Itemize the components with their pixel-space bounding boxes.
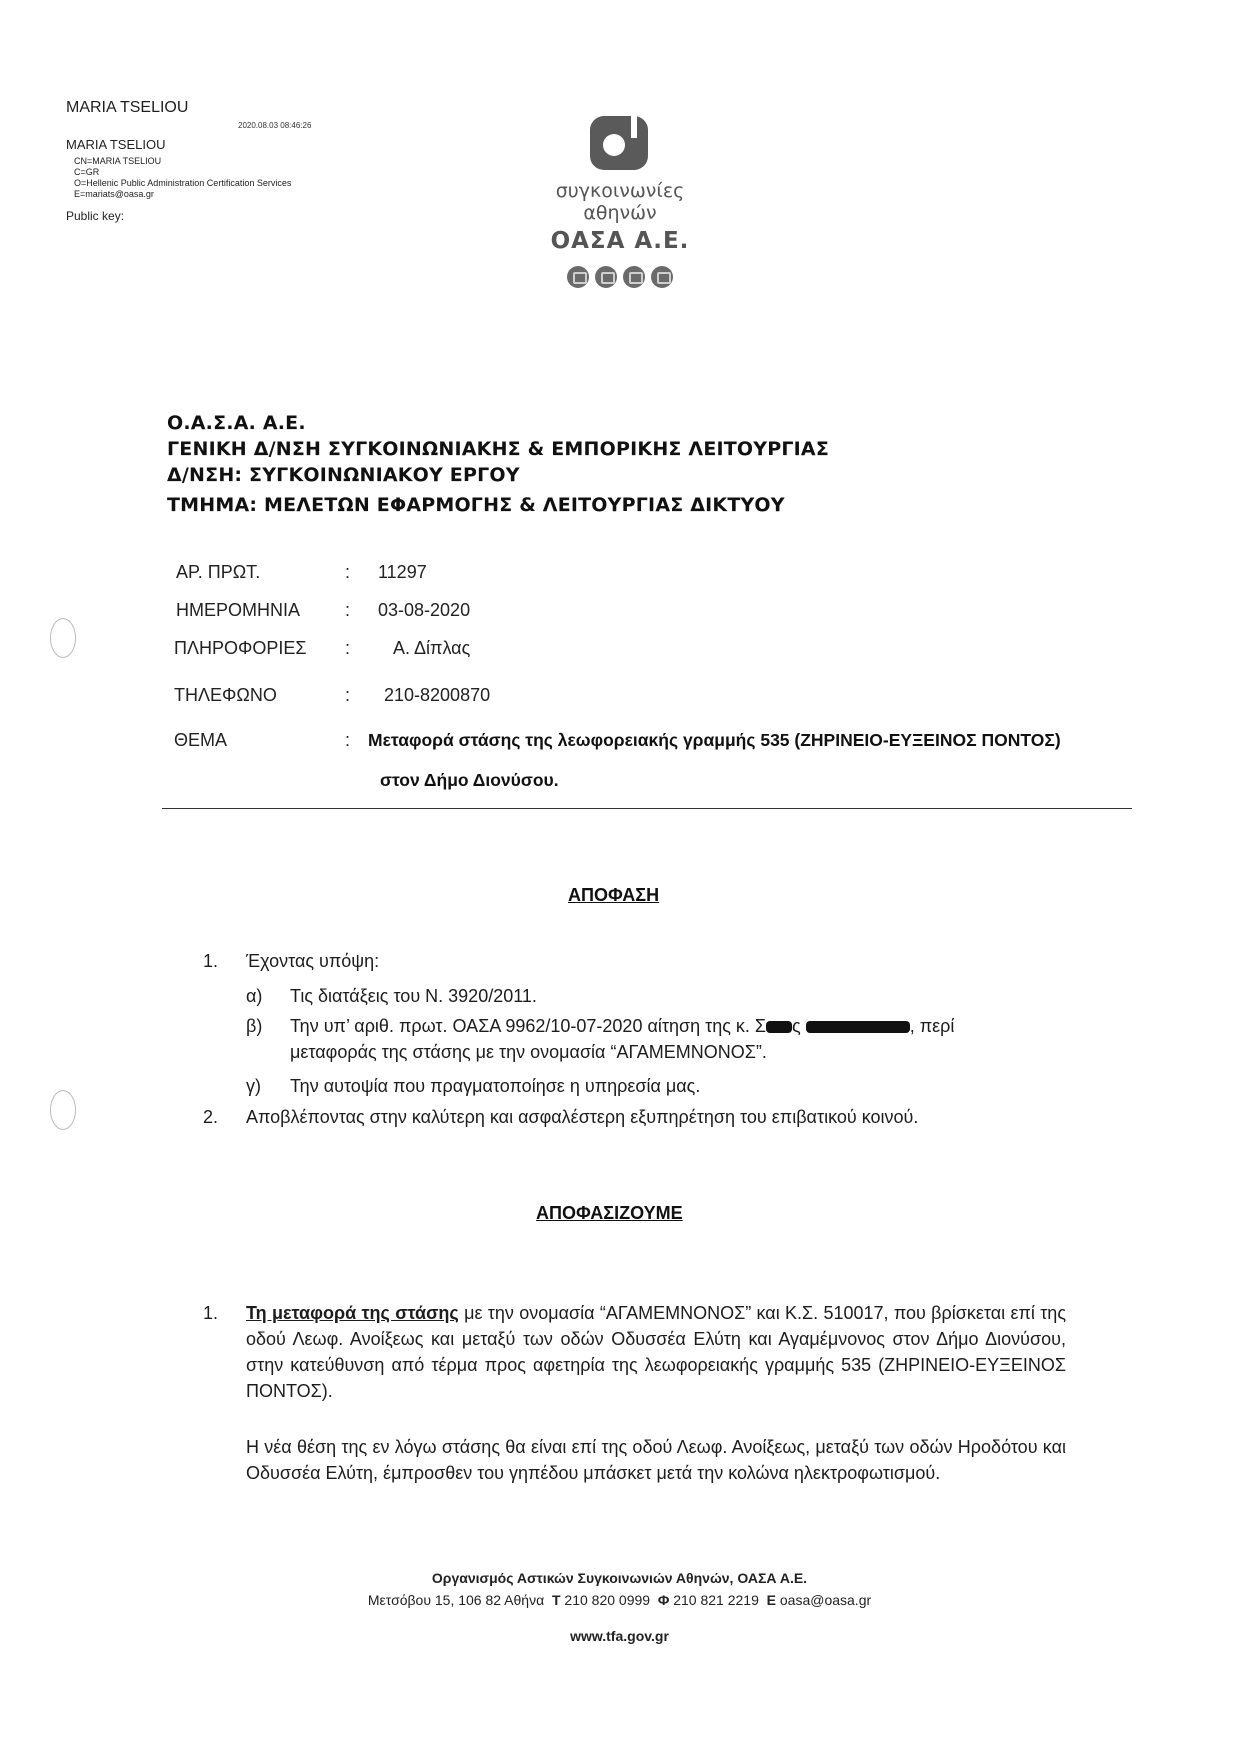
org-line-1: Ο.Α.Σ.Α. Α.Ε.: [167, 412, 306, 434]
logo-title: ΟΑΣΑ Α.Ε.: [550, 228, 690, 254]
resolve-p1-bold: Τη μεταφορά της στάσης: [246, 1303, 459, 1323]
decision-num-1: 1.: [203, 951, 219, 971]
decision-num-2: 2.: [203, 1107, 219, 1127]
punch-hole-mark: [50, 1090, 76, 1130]
decision-c-mark: γ): [246, 1076, 261, 1096]
public-key-label: Public key:: [66, 209, 125, 223]
tram-icon: [651, 266, 673, 288]
signature-cn: CN=MARIA TSELIOU: [74, 156, 162, 166]
decision-item-2: Αποβλέποντας στην καλύτερη και ασφαλέστερη εξυπηρέτηση του επιβατικού κοινού.: [246, 1107, 919, 1127]
footer-website: www.tfa.gov.gr: [570, 1628, 669, 1644]
info-label: ΠΛΗΡΟΦΟΡΙΕΣ: [174, 638, 307, 658]
date-label: ΗΜΕΡΟΜΗΝΙΑ: [176, 600, 301, 620]
punch-hole-mark: [50, 618, 76, 658]
signature-country: C=GR: [74, 167, 100, 177]
oasa-alpha-logo-icon: [587, 112, 653, 174]
subject-line-2: στον Δήμο Διονύσου.: [380, 770, 559, 790]
footer-street: Μετσόβου 15, 106 82 Αθήνα: [367, 1592, 545, 1608]
date-value: 03-08-2020: [378, 600, 471, 620]
signature-timestamp: 2020.08.03 08:46:26: [238, 121, 312, 130]
footer-t-label: T: [551, 1592, 561, 1608]
org-line-4: ΤΜΗΜΑ: ΜΕΛΕΤΩΝ ΕΦΑΡΜΟΓΗΣ & ΛΕΙΤΟΥΡΓΙΑΣ ΔΙΚΤΥΟΥ: [167, 494, 785, 516]
transport-icons: [520, 266, 720, 288]
subject-colon: :: [345, 730, 351, 750]
signature-email: E=mariats@oasa.gr: [74, 189, 154, 199]
decision-b-text-mid: ς: [792, 1016, 801, 1036]
footer-fax: 210 821 2219: [673, 1592, 759, 1608]
signature-details: [74, 156, 291, 200]
logo-line-2: αθηνών: [583, 202, 657, 224]
resolve-p1-rest: με την ονομασία “ΑΓΑΜΕΜΝΟΝΟΣ” και Κ.Σ. 510017, που βρίσκεται επί της οδού Λεωφ. Ανοίξεως και μεταξύ των οδών Οδυσσέα Ελύτη και Αγαμέμνονος στον Δήμο Διονύσου, στην κατεύθυνση από τέρμα προς αφετηρία της λεωφορειακής γραμμής 535 (ΖΗΡΙΝΕΙΟ-ΕΥΞΕΙΝΟΣ ΠΟΝΤΟΣ).: [246, 1303, 1066, 1401]
resolve-paragraph-2: Η νέα θέση της εν λόγω στάσης θα είναι επί της οδού Λεωφ. Ανοίξεως, μεταξύ των οδών Ηροδότου και Οδυσσέα Ελύτη, έμπροσθεν του γηπέδου μπάσκετ μετά την κολώνα ηλεκτροφωτισμού.: [246, 1437, 1066, 1483]
redaction-1: [766, 1021, 792, 1033]
metro-icon: [623, 266, 645, 288]
footer-org: Οργανισμός Αστικών Συγκοινωνιών Αθηνών, ΟΑΣΑ Α.Ε.: [431, 1570, 808, 1586]
subject-line-1: Μεταφορά στάσης της λεωφορειακής γραμμής 535 (ΖΗΡΙΝΕΙΟ-ΕΥΞΕΙΝΟΣ ΠΟΝΤΟΣ): [368, 730, 1061, 750]
phone-colon: :: [345, 685, 351, 705]
decision-c-text: Την αυτοψία που πραγματοποίησε η υπηρεσία μας.: [290, 1076, 701, 1096]
footer-e-label: E: [766, 1592, 776, 1608]
decision-b-text-post: , περί: [909, 1016, 955, 1036]
signer-name-2: MARIA TSELIOU: [66, 137, 166, 152]
resolve-num-1: 1.: [203, 1303, 219, 1323]
decision-b-mark: β): [246, 1016, 263, 1036]
decision-b-text: [290, 1013, 954, 1039]
decision-b-text-pre: Την υπ’ αριθ. πρωτ. ΟΑΣΑ 9962/10-07-2020 αίτηση της κ. Σ: [290, 1016, 767, 1036]
resolve-heading: ΑΠΟΦΑΣΙΖΟΥΜΕ: [536, 1203, 683, 1223]
org-header: [167, 410, 829, 518]
date-colon: :: [345, 600, 351, 620]
oasa-logo: [520, 112, 720, 288]
org-line-2: ΓΕΝΙΚΗ Δ/ΝΣΗ ΣΥΓΚΟΙΝΩΝΙΑΚΗΣ & ΕΜΠΟΡΙΚΗΣ ΛΕΙΤΟΥΡΓΙΑΣ: [167, 438, 830, 460]
footer-phone: 210 820 0999: [564, 1592, 651, 1608]
decision-a-text: Τις διατάξεις του Ν. 3920/2011.: [290, 986, 537, 1006]
protocol-value: 11297: [378, 562, 427, 582]
bus-icon: [567, 266, 589, 288]
phone-label: ΤΗΛΕΦΩΝΟ: [174, 685, 277, 705]
phone-value: 210-8200870: [384, 685, 491, 705]
protocol-label: ΑΡ. ΠΡΩΤ.: [176, 562, 261, 582]
signature-org: O=Hellenic Public Administration Certification Services: [74, 178, 292, 188]
org-line-3: Δ/ΝΣΗ: ΣΥΓΚΟΙΝΩΝΙΑΚΟΥ ΕΡΓΟΥ: [167, 464, 520, 486]
resolve-paragraph-1: [246, 1300, 1066, 1404]
redaction-2: [806, 1021, 910, 1033]
decision-a-mark: α): [246, 986, 263, 1006]
decision-heading: ΑΠΟΦΑΣΗ: [568, 885, 660, 905]
signer-name: MARIA TSELIOU: [66, 99, 189, 116]
trolley-icon: [595, 266, 617, 288]
footer-address: [0, 1592, 1239, 1608]
decision-item-1: Έχοντας υπόψη:: [246, 951, 380, 971]
protocol-colon: :: [345, 562, 351, 582]
info-colon: :: [345, 638, 351, 658]
subject-label: ΘΕΜΑ: [174, 730, 228, 750]
header-divider: [162, 808, 1132, 809]
info-value: Α. Δίπλας: [393, 638, 471, 658]
decision-b-text-line2: μεταφοράς της στάσης με την ονομασία “ΑΓΑΜΕΜΝΟΝΟΣ”.: [290, 1042, 767, 1062]
logo-line-1: συγκοινωνίες: [555, 180, 685, 202]
footer-email: oasa@oasa.gr: [779, 1592, 872, 1608]
footer-f-label: Φ: [657, 1592, 670, 1608]
